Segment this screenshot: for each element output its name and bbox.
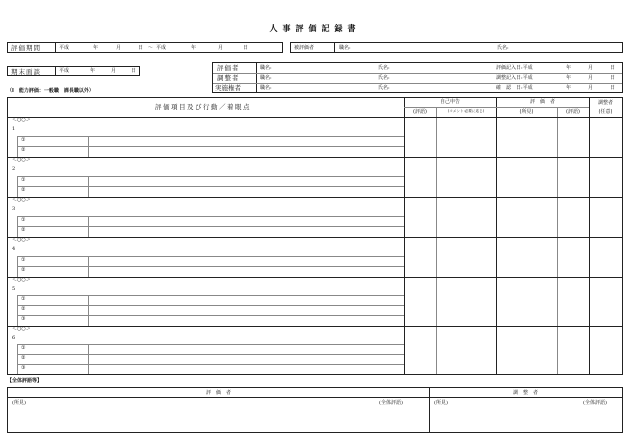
header-evaluator: 評 価 者 — [529, 99, 555, 105]
sub-item[interactable]: ② — [21, 267, 26, 273]
period-box: 評価期間 平成 年 月 日 ～ 平成 年 月 日 — [7, 42, 283, 53]
role-evaluator-name[interactable]: 氏名: — [378, 64, 390, 71]
evaluatee-box — [290, 42, 623, 53]
roles-table: 評価者 職名: 氏名: 評価記入日:平成 年 月 日 調整者 職名: 氏名: 調整記入日:平成 年 月 日 実施権者 職名: 氏名: 確 認 日:平成 年 月 日 — [212, 62, 623, 93]
role-evaluator-post[interactable]: 職名: — [260, 64, 272, 71]
header-items: 評価項目及び行動／着眼点 — [155, 103, 251, 111]
list-item — [8, 326, 404, 374]
list-item — [8, 277, 404, 326]
evaluation-table — [7, 97, 623, 375]
list-item — [8, 237, 404, 277]
overall-adjuster: 調 整 者 — [512, 389, 538, 396]
interview-box: 期末面談 平成 年 月 日 — [7, 66, 140, 76]
sub-item[interactable]: ① — [21, 217, 26, 223]
role-authority-date[interactable]: 確 認 日:平成 — [496, 84, 533, 91]
role-authority-label: 実施権者 — [215, 84, 241, 92]
item-head: ＜○○＞ — [12, 197, 31, 203]
header-adjuster: 調整者 — [597, 100, 613, 106]
item-head: ＜○○＞ — [12, 237, 31, 243]
role-evaluator-label: 評価者 — [217, 64, 240, 72]
role-adjuster-name[interactable]: 氏名: — [378, 74, 390, 81]
evaluatee-post[interactable]: 職名: — [339, 44, 351, 51]
overall-eval-rating[interactable]: (全体評語) — [379, 400, 403, 406]
overall-eval-opinion[interactable]: (所見) — [12, 400, 26, 406]
item-number: 2 — [12, 166, 16, 172]
period-label: 評価期間 — [11, 44, 41, 52]
sub-item[interactable]: ② — [21, 147, 26, 153]
role-authority-post[interactable]: 職名: — [260, 84, 272, 91]
sub-item[interactable]: ③ — [21, 365, 26, 371]
header-eval-opinion: (所見) — [519, 108, 534, 115]
page-title: 人事評価記録書 — [269, 23, 361, 33]
item-head: ＜○○＞ — [12, 277, 31, 283]
item-number: 6 — [12, 335, 16, 341]
period-end-era[interactable]: 平成 — [156, 44, 167, 51]
role-authority-name[interactable]: 氏名: — [378, 84, 390, 91]
list-item — [8, 117, 404, 157]
section-title: （I 能力評価：一般職 課長職以外） — [7, 88, 94, 94]
item-head: ＜○○＞ — [12, 157, 31, 163]
header-eval-rating: (評語) — [566, 108, 580, 115]
period-start-era[interactable]: 平成 — [59, 44, 70, 51]
sub-item[interactable]: ① — [21, 177, 26, 183]
item-head: ＜○○＞ — [12, 326, 31, 332]
sub-item[interactable]: ① — [21, 137, 26, 143]
sub-item[interactable]: ① — [21, 296, 26, 302]
role-evaluator-date[interactable]: 評価記入日:平成 — [496, 64, 533, 71]
overall-adj-opinion[interactable]: (所見) — [434, 400, 448, 406]
period-tilde: ～ — [148, 44, 154, 51]
sub-item[interactable]: ③ — [21, 316, 26, 322]
item-number: 3 — [12, 206, 16, 212]
item-head: ＜○○＞ — [12, 117, 31, 123]
overall-table — [7, 387, 623, 433]
sub-item[interactable]: ① — [21, 257, 26, 263]
evaluatee-name[interactable]: 氏名: — [497, 44, 509, 51]
sub-item[interactable]: ① — [21, 345, 26, 351]
role-adjuster-date[interactable]: 調整記入日:平成 — [496, 74, 533, 81]
header-adj-note: (任意) — [598, 108, 613, 115]
overall-adj-rating[interactable]: (全体評語) — [583, 400, 607, 406]
item-number: 1 — [12, 126, 16, 132]
header-self-note: (コメント:必要に応じ) — [447, 109, 485, 113]
header-self: 自己申告 — [439, 99, 460, 105]
evaluatee-label: 被評価者 — [294, 44, 315, 51]
overall-title: 【全体評語等】 — [7, 378, 43, 384]
sub-item[interactable]: ② — [21, 227, 26, 233]
list-item — [8, 157, 404, 197]
list-item — [8, 197, 404, 237]
item-number: 5 — [12, 286, 16, 292]
item-number: 4 — [12, 246, 16, 252]
role-adjuster-post[interactable]: 職名: — [260, 74, 272, 81]
interview-era[interactable]: 平成 — [59, 68, 70, 74]
overall-evaluator: 評 価 者 — [205, 389, 231, 396]
sub-item[interactable]: ② — [21, 306, 26, 312]
sub-item[interactable]: ② — [21, 355, 26, 361]
interview-label: 期末面談 — [11, 67, 41, 76]
role-adjuster-label: 調整者 — [217, 74, 240, 82]
sub-item[interactable]: ② — [21, 187, 26, 193]
header-self-rating: (評語) — [413, 108, 427, 115]
